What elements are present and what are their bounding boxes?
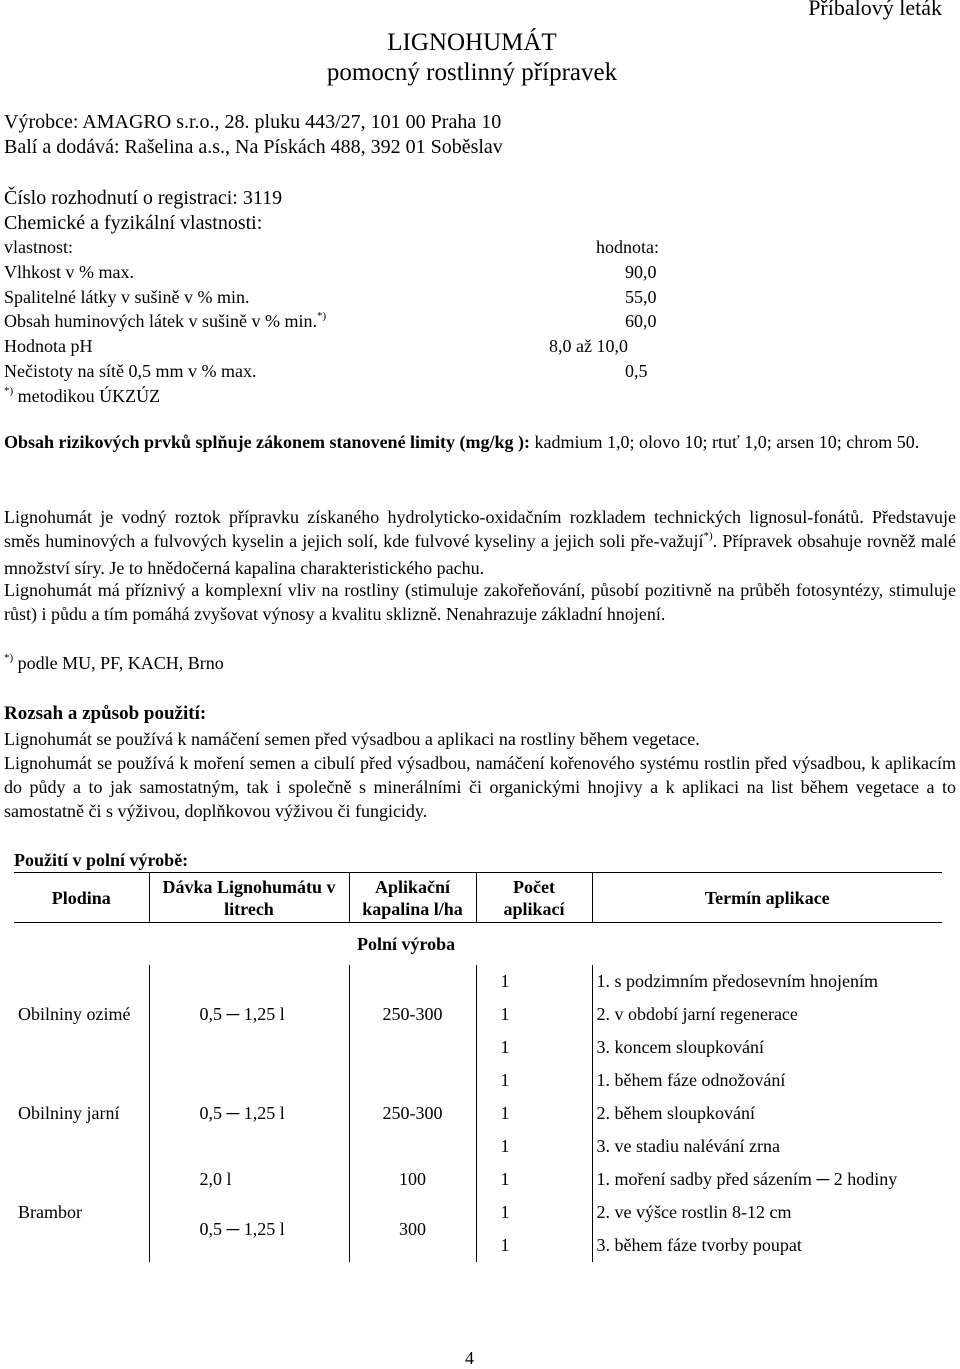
count-cell: 1: [476, 1163, 592, 1196]
property-name: Spalitelné látky v sušině v % min.: [4, 287, 250, 307]
dose-cell: 0,5 ─ 1,25 l: [149, 1064, 349, 1163]
dose-header: Dávka Lignohumátu v litrech: [149, 873, 349, 923]
property-column-header: vlastnost:: [4, 237, 74, 257]
crop-name: Obilniny ozimé: [18, 1004, 131, 1024]
usage-paragraph: Lignohumát se používá k namáčení semen před výsadbou a aplikaci na rostliny během vegetace.: [4, 729, 700, 749]
count-cell: 1: [476, 1064, 592, 1097]
property-value: 0,5: [625, 361, 648, 381]
property-value: 60,0: [625, 311, 657, 331]
liquid-cell: 300: [399, 1218, 426, 1239]
property-value: 8,0 až 10,0: [549, 336, 628, 356]
liquid-cell: 250-300: [382, 1004, 443, 1024]
count-header: Počet aplikací: [476, 873, 592, 923]
property-name: Vlhkost v % max.: [4, 262, 134, 282]
crop-name: Brambor: [18, 1202, 82, 1222]
method-footnote: *) metodikou ÚKZÚZ: [4, 385, 161, 406]
count-cell: 1: [476, 1196, 592, 1229]
field-use-title: Použití v polní výrobě:: [14, 850, 189, 870]
page-number: 4: [465, 1348, 474, 1368]
producer-line: Výrobce: AMAGRO s.r.o., 28. pluku 443/27, 101 00 Praha 10: [4, 111, 502, 133]
document-type-label: Příbalový leták: [808, 0, 942, 20]
property-value: 55,0: [625, 287, 657, 307]
risk-elements-paragraph: Obsah rizikových prvků splňuje zákonem stanovené limity (mg/kg ): kadmium 1,0; olovo 10; rtuť 1,0; arsen 10; chrom 50.: [4, 432, 920, 452]
dose-cell: 0,5 ─ 1,25 l: [149, 965, 349, 1064]
usage-title: Rozsah a způsob použití:: [4, 703, 207, 724]
source-note: *) podle MU, PF, KACH, Brno: [4, 652, 224, 673]
count-cell: 1: [476, 1097, 592, 1130]
dose-cell: 0,5 ─ 1,25 l: [149, 1196, 349, 1262]
effects-paragraph: Lignohumát má příznivý a komplexní vliv na rostliny (stimuluje zakořeňování, působí pozitivně na průběh fotosyntézy, stimuluje růst) i půdu a tím pomáhá zvyšovat výnosy a kvalitu sklizně. Nenahrazuje základní hnojení.: [4, 580, 956, 624]
footnote-marker: *): [316, 310, 327, 322]
liquid-cell: 100: [399, 1169, 426, 1189]
product-subtitle: pomocný rostlinný přípravek: [326, 59, 618, 86]
term-cell: 2. během sloupkování: [596, 1103, 755, 1123]
term-cell: 1. během fáze odnožování: [596, 1070, 786, 1090]
term-cell: 2. v období jarní regenerace: [596, 1004, 798, 1024]
term-cell: 2. ve výšce rostlin 8-12 cm: [596, 1202, 792, 1222]
plant-header: Plodina: [14, 873, 149, 923]
dose-cell: 2,0 l: [149, 1163, 349, 1196]
property-value: 90,0: [625, 262, 657, 282]
crop-name: Obilniny jarní: [18, 1103, 120, 1123]
property-name: Obsah huminových látek v sušině v % min.*): [4, 310, 327, 331]
term-header: Termín aplikace: [592, 873, 942, 923]
value-column-header: hodnota:: [596, 237, 659, 257]
registration-number: Číslo rozhodnutí o registraci: 3119: [4, 187, 283, 209]
distributor-line: Balí a dodává: Rašelina a.s., Na Pískách 488, 392 01 Soběslav: [4, 136, 503, 158]
description-paragraph: Lignohumát je vodný roztok přípravku získaného hydrolyticko-oxidačním rozkladem technických lignosul-fonátů. Představuje směs huminových a fulvových kyselin a jejich solí, kde fulvové kyseliny a jejich soli pře-važují*). Přípravek obsahuje rovněž malé množství síry. Je to hnědočerná kapalina charakteristického pachu.: [4, 507, 957, 578]
term-cell: 3. ve stadiu nalévání zrna: [596, 1136, 780, 1156]
count-cell: 1: [476, 965, 592, 998]
property-name: Hodnota pH: [4, 336, 93, 356]
liquid-cell: 250-300: [382, 1103, 443, 1123]
product-title: LIGNOHUMÁT: [387, 29, 557, 56]
count-cell: 1: [476, 998, 592, 1031]
application-table: [14, 872, 942, 1262]
count-cell: 1: [476, 1229, 592, 1262]
liquid-header: Aplikační kapalina l/ha: [349, 873, 476, 923]
count-cell: 1: [476, 1130, 592, 1163]
property-name: Nečistoty na sítě 0,5 mm v % max.: [4, 361, 257, 381]
term-cell: 3. koncem sloupkování: [596, 1037, 764, 1057]
count-cell: 1: [476, 1031, 592, 1064]
properties-title: Chemické a fyzikální vlastnosti:: [4, 212, 263, 234]
term-cell: 1. moření sadby před sázením ─ 2 hodiny: [596, 1169, 898, 1189]
term-cell: 3. během fáze tvorby poupat: [596, 1235, 802, 1255]
usage-details-paragraph: Lignohumát se používá k moření semen a cibulí před výsadbou, namáčení kořenového systému rostlin před výsadbou, k aplikacím do půdy a to jak samostatným, tak i společně s minerálními či organickými hnojivy a k aplikaci na list během vegetace a to samostatně či s výživou, doplňkovou výživou či fungicidy.: [4, 753, 956, 821]
section-label: Polní výroba: [357, 933, 456, 954]
term-cell: 1. s podzimním předosevním hnojením: [596, 971, 878, 991]
